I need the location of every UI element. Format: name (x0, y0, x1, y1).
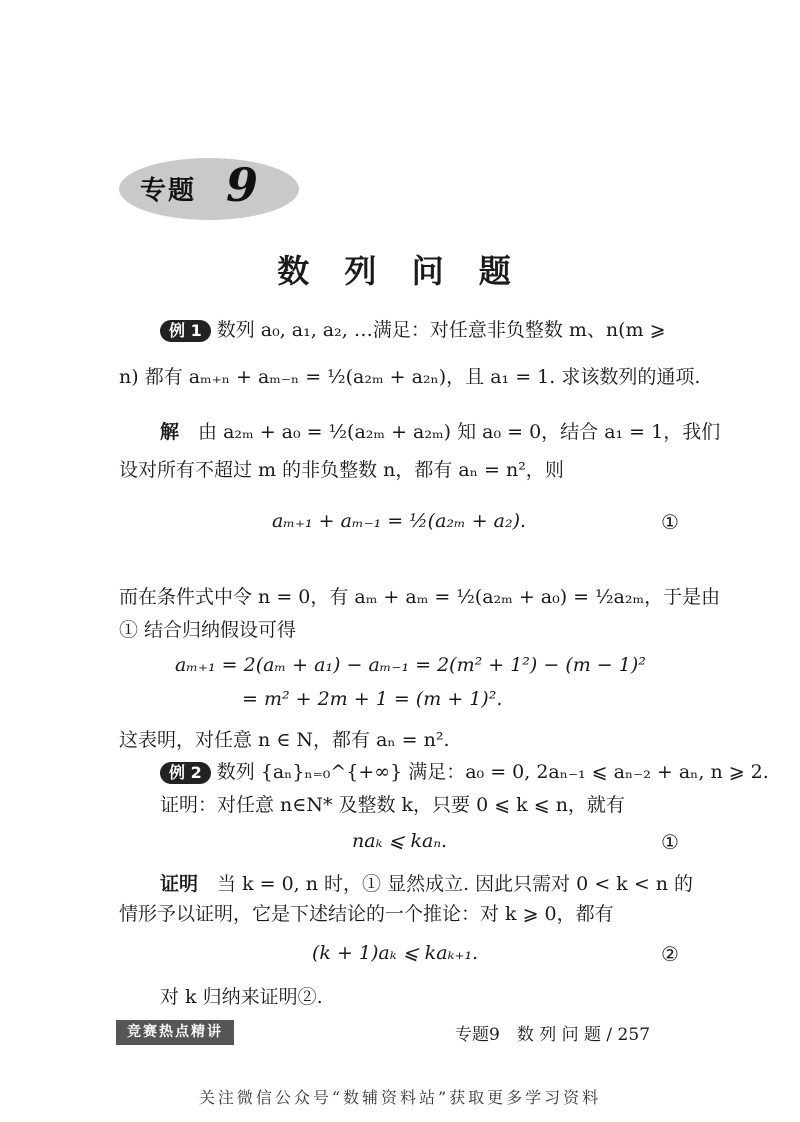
bottom-promo-note: 关注微信公众号“数辅资料站”获取更多学习资料 (198, 1088, 602, 1107)
example2-line2: 证明：对任意 n∈N* 及整数 k，只要 0 ⩽ k ⩽ n，就有 (160, 794, 625, 816)
solution-line5: 这表明，对任意 n ∈ N，都有 aₙ = n². (119, 729, 450, 751)
solution-line2: 设对所有不超过 m 的非负整数 n，都有 aₙ = n²，则 (119, 459, 564, 481)
footer-section-badge: 竞赛热点精讲 (116, 1020, 234, 1045)
solution-line4: ① 结合归纳假设可得 (119, 619, 297, 641)
equation-number-1: ① (661, 510, 679, 534)
solution-equation-2a: aₘ₊₁ = 2(aₘ + a₁) − aₘ₋₁ = 2(m² + 1²) − (m − 1)² (175, 654, 646, 676)
proof-line2: 情形予以证明，它是下述结论的一个推论：对 k ⩾ 0，都有 (119, 903, 614, 925)
example2-equation-1: naₖ ⩽ kaₙ. (352, 830, 448, 852)
proof-label: 证明 (160, 873, 199, 895)
footer-page-info: 专题9 数 列 问 题 / 257 (455, 1025, 651, 1045)
proof-line1: 证明 当 k = 0, n 时，① 显然成立. 因此只需对 0 < k < n 的 (160, 873, 694, 895)
solution-line1: 解 由 a₂ₘ + a₀ = ½(a₂ₘ + a₂ₘ) 知 a₀ = 0，结合 a₁ = 1，我们 (160, 421, 721, 443)
proof-equation-2: (k + 1)aₖ ⩽ kaₖ₊₁. (312, 942, 479, 964)
solution-line3: 而在条件式中令 n = 0，有 aₘ + aₘ = ½(a₂ₘ + a₀) = ½a₂ₘ，于是由 (119, 586, 721, 608)
chapter-badge-number: 9 (226, 158, 259, 212)
solution-equation-1: aₘ₊₁ + aₘ₋₁ = ½(a₂ₘ + a₂). (272, 510, 527, 532)
chapter-badge-label: 专题 (140, 176, 197, 206)
example1-line1: 例 1 数列 a₀, a₁, a₂, …满足：对任意非负整数 m、n(m ⩾ (160, 318, 666, 342)
page-title: 数 列 问 题 (277, 252, 523, 290)
solution-equation-2b: = m² + 2m + 1 = (m + 1)². (242, 688, 503, 710)
proof-line3: 对 k 归纳来证明②. (160, 986, 323, 1008)
example2-line1: 例 2 数列 {aₙ}ₙ₌₀^{+∞} 满足：a₀ = 0, 2aₙ₋₁ ⩽ aₙ₋₂ + aₙ, n ⩾ 2. (160, 760, 769, 784)
equation-number-1b: ① (661, 830, 679, 854)
example1-line2: n) 都有 aₘ₊ₙ + aₘ₋ₙ = ½(a₂ₘ + a₂ₙ)，且 a₁ = 1. 求该数列的通项. (119, 366, 701, 388)
example1-tag: 例 1 (160, 320, 211, 342)
solution-label: 解 (160, 421, 180, 443)
equation-number-2: ② (661, 942, 679, 966)
example2-tag: 例 2 (160, 762, 211, 784)
